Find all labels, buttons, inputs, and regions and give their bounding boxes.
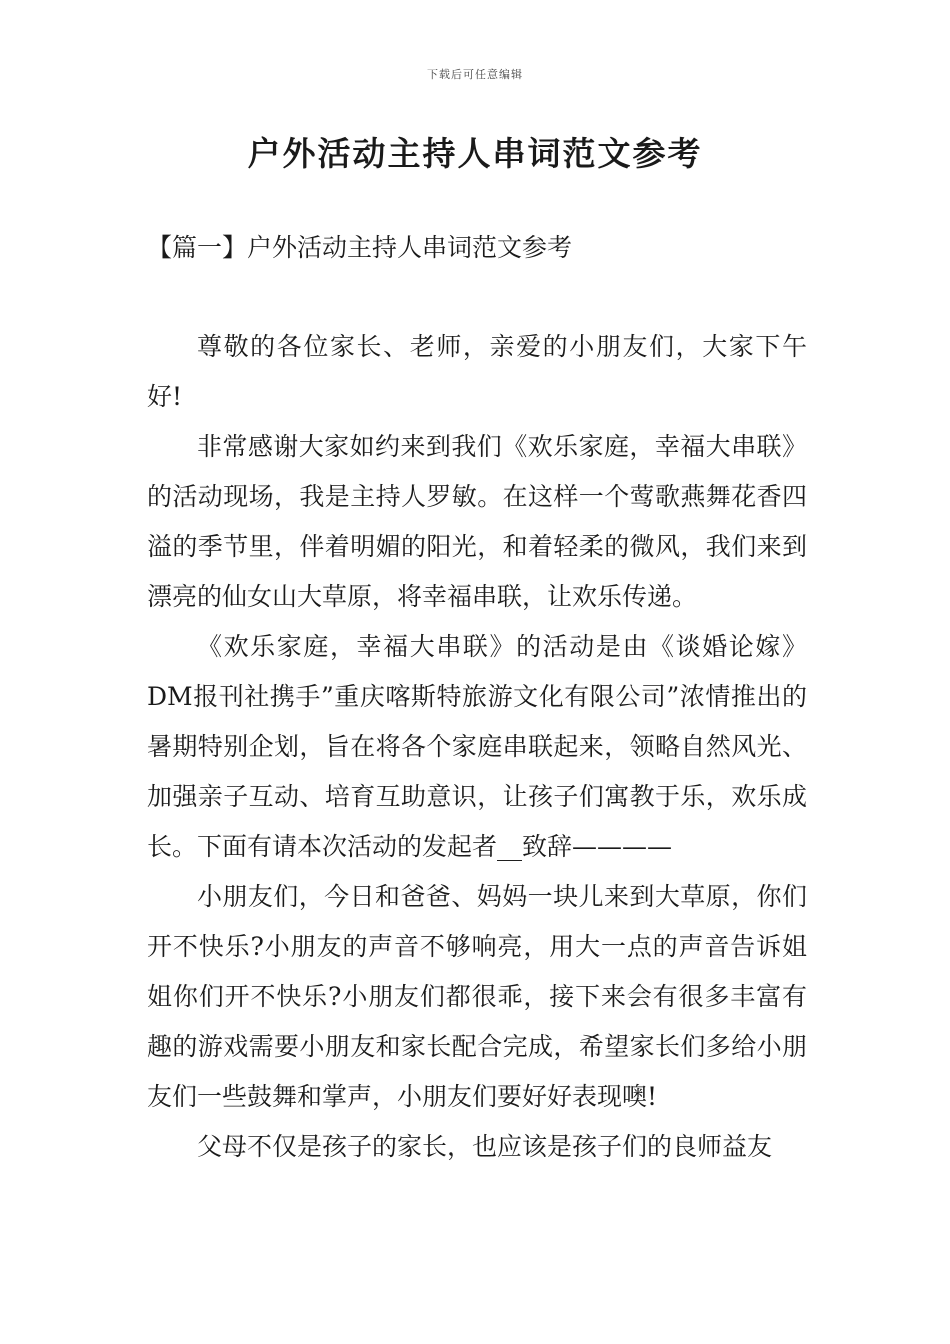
header-note: 下载后可任意编辑 xyxy=(427,68,523,81)
paragraph: 《欢乐家庭，幸福大串联》的活动是由《谈婚论嫁》DM报刊社携手”重庆喀斯特旅游文化有限公司”浓情推出的暑期特别企划，旨在将各个家庭串联起来，领略自然风光、加强亲子互动、培育互助意识，让孩子们寓教于乐，欢乐成长。下面有请本次活动的发起者__致辞———— xyxy=(147,632,807,861)
document-body xyxy=(147,322,807,1172)
paragraph: 尊敬的各位家长、老师，亲爱的小朋友们，大家下午好! xyxy=(147,332,807,411)
paragraph: 父母不仅是孩子的家长，也应该是孩子们的良师益友 xyxy=(197,1132,773,1161)
paragraph: 小朋友们，今日和爸爸、妈妈一块儿来到大草原，你们开不快乐?小朋友的声音不够响亮，用大一点的声音告诉姐姐你们开不快乐?小朋友们都很乖，接下来会有很多丰富有趣的游戏需要小朋友和家长配合完成，希望家长们多给小朋友们一些鼓舞和掌声，小朋友们要好好表现噢! xyxy=(147,882,807,1111)
document-title: 户外活动主持人串词范文参考 xyxy=(247,134,703,173)
paragraph: 非常感谢大家如约来到我们《欢乐家庭，幸福大串联》的活动现场，我是主持人罗敏。在这样一个莺歌燕舞花香四溢的季节里，伴着明媚的阳光，和着轻柔的微风，我们来到漂亮的仙女山大草原，将幸福串联，让欢乐传递。 xyxy=(147,432,807,611)
section-heading: 【篇一】户外活动主持人串词范文参考 xyxy=(147,233,573,262)
